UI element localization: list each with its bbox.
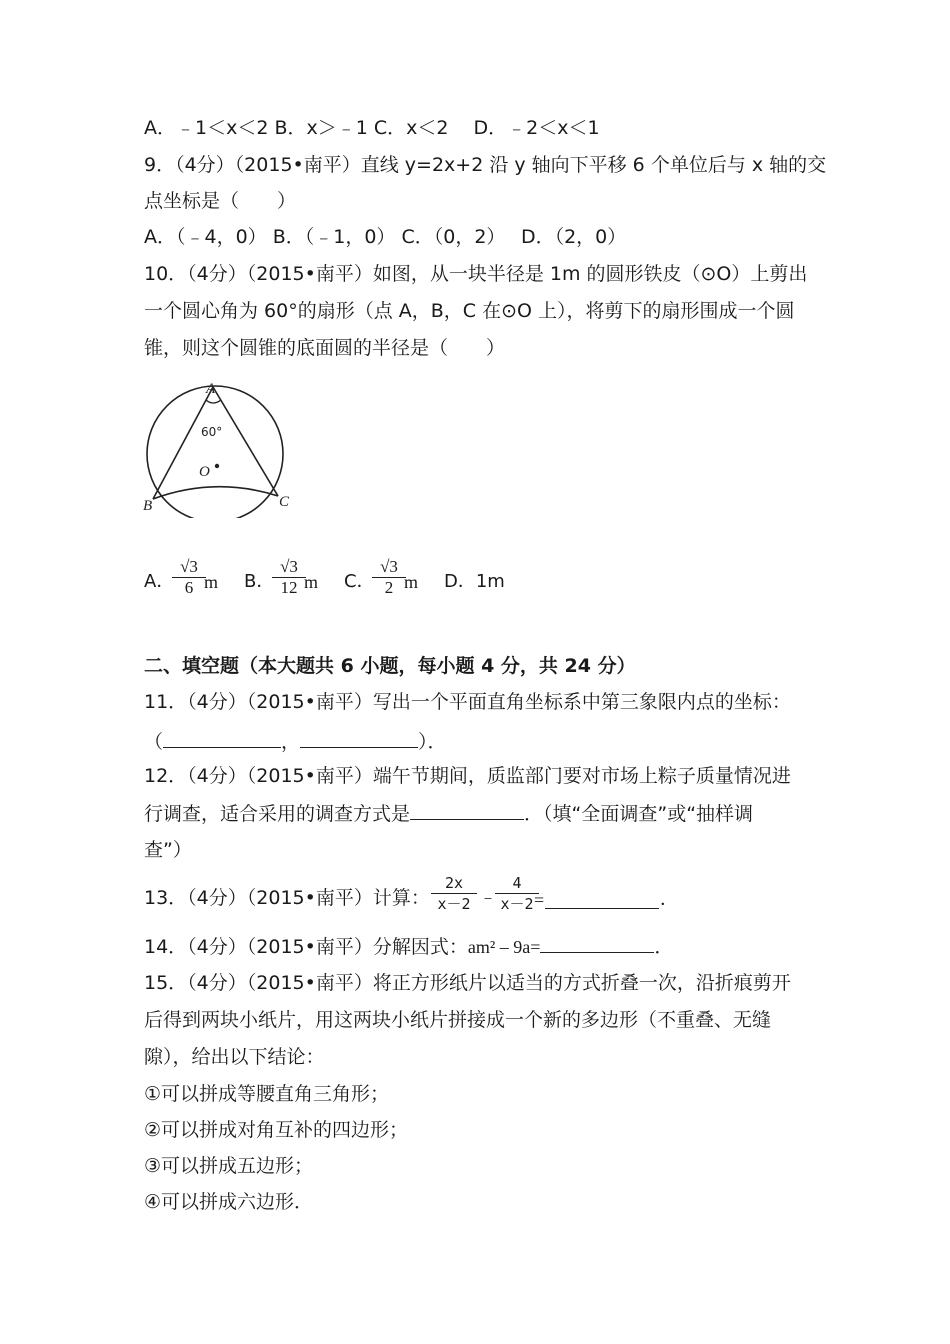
q10-line3: 锥，则这个圆锥的底面圆的半径是（ ） bbox=[144, 337, 506, 359]
q11-line2 bbox=[144, 729, 447, 754]
label-a: A bbox=[206, 381, 216, 397]
q11-blank-x[interactable] bbox=[163, 729, 281, 748]
q15-line2: 后得到两块小纸片，用这两块小纸片拼接成一个新的多边形（不重叠、无缝 bbox=[144, 1009, 772, 1031]
circle-sector-figure bbox=[140, 378, 300, 518]
frac-den: x－2 bbox=[500, 895, 534, 913]
q10-option-d: D．1m bbox=[444, 571, 505, 592]
q15-conclusion-3: ③可以拼成五边形； bbox=[144, 1155, 314, 1177]
q9-line2: 点坐标是（ ） bbox=[144, 190, 297, 212]
q15-conclusion-2: ②可以拼成对角互补的四边形； bbox=[144, 1119, 409, 1141]
q10-option-a-unit: m bbox=[204, 572, 219, 592]
q10-option-a-frac bbox=[172, 557, 206, 598]
angle-mark bbox=[206, 400, 221, 403]
q10-option-c-frac bbox=[372, 557, 406, 598]
frac-num: 2x bbox=[444, 874, 464, 892]
q13-fraction-2 bbox=[495, 873, 539, 914]
q12-line1: 12．（4分）（2015•南平）端午节期间，质监部门要对市场上粽子质量情况进 bbox=[144, 765, 791, 787]
q12-line2-end: ．（填“全面调查”或“抽样调 bbox=[524, 803, 754, 825]
q11-line1: 11．（4分）（2015•南平）写出一个平面直角坐标系中第三象限内点的坐标： bbox=[144, 691, 791, 713]
radius-ab bbox=[153, 387, 213, 499]
q13-equals: = bbox=[534, 890, 545, 910]
frac-den: 12 bbox=[280, 578, 298, 597]
q10-option-b-unit: m bbox=[304, 572, 319, 592]
q15-conclusion-4: ④可以拼成六边形． bbox=[144, 1191, 314, 1213]
frac-num: 4 bbox=[512, 874, 522, 892]
q11-open: （ bbox=[144, 731, 164, 753]
q11-comma: ， bbox=[281, 731, 301, 753]
frac-num: √3 bbox=[280, 557, 298, 576]
q10-option-c-label: C． bbox=[344, 571, 375, 592]
q14-expression: am² – 9a= bbox=[467, 937, 541, 957]
q10-option-a-label: A． bbox=[144, 571, 175, 592]
sector-arc-bc bbox=[153, 487, 278, 499]
label-b: B bbox=[143, 498, 153, 514]
q9-line1: 9．（4分）（2015•南平）直线 y=2x+2 沿 y 轴向下平移 6 个单位后与 x 轴的交 bbox=[144, 154, 827, 176]
q15-conclusion-1: ①可以拼成等腰直角三角形； bbox=[144, 1083, 390, 1105]
q10-option-b-frac bbox=[272, 557, 306, 598]
q12-answer-blank[interactable] bbox=[410, 801, 524, 820]
radius-ac bbox=[213, 387, 278, 496]
angle-label: 60° bbox=[201, 425, 223, 439]
label-c: C bbox=[279, 494, 290, 510]
q11-close: ）． bbox=[418, 731, 447, 753]
q10-option-b-label: B． bbox=[244, 571, 275, 592]
frac-den: 6 bbox=[184, 578, 194, 597]
frac-den: 2 bbox=[384, 578, 394, 597]
q15-line1: 15．（4分）（2015•南平）将正方形纸片以适当的方式折叠一次，沿折痕剪开 bbox=[144, 972, 791, 994]
q13-minus: ﹣ bbox=[479, 887, 497, 908]
label-o: O bbox=[199, 464, 210, 480]
q13-prefix: 13．（4分）（2015•南平）计算： bbox=[144, 887, 430, 909]
frac-den: x－2 bbox=[437, 895, 471, 913]
q12-line2 bbox=[144, 801, 753, 826]
center-point bbox=[215, 464, 219, 468]
frac-num: √3 bbox=[180, 557, 198, 576]
q14-answer-blank[interactable] bbox=[540, 934, 654, 953]
q8-options: A．﹣1＜x＜2 B．x＞﹣1 C．x＜2 D．﹣2＜x＜1 bbox=[144, 117, 600, 139]
q10-line1: 10．（4分）（2015•南平）如图，从一块半径是 1m 的圆形铁皮（⊙O）上剪出 bbox=[144, 263, 808, 285]
q12-line3: 查”） bbox=[144, 839, 192, 861]
frac-num: √3 bbox=[380, 557, 398, 576]
circle-o bbox=[147, 386, 283, 518]
q13-end: ． bbox=[660, 889, 678, 910]
q10-option-c-unit: m bbox=[404, 572, 419, 592]
q14-line bbox=[144, 934, 673, 959]
q12-line2-start: 行调查，适合采用的调查方式是 bbox=[144, 803, 411, 825]
q11-blank-y[interactable] bbox=[300, 729, 418, 748]
q13-answer-blank[interactable] bbox=[545, 890, 659, 909]
q14-end: ． bbox=[654, 936, 674, 958]
section-2-title: 二、填空题（本大题共 6 小题，每小题 4 分，共 24 分） bbox=[144, 655, 636, 677]
q10-line2: 一个圆心角为 60°的扇形（点 A，B，C 在⊙O 上），将剪下的扇形围成一个圆 bbox=[144, 300, 795, 322]
q14-prefix: 14．（4分）（2015•南平）分解因式： bbox=[144, 936, 468, 958]
q9-options: A．（﹣4，0） B．（﹣1，0） C．（0，2） D．（2，0） bbox=[144, 226, 627, 248]
q15-line3: 隙），给出以下结论： bbox=[144, 1046, 325, 1068]
q13-fraction-1 bbox=[431, 873, 477, 914]
